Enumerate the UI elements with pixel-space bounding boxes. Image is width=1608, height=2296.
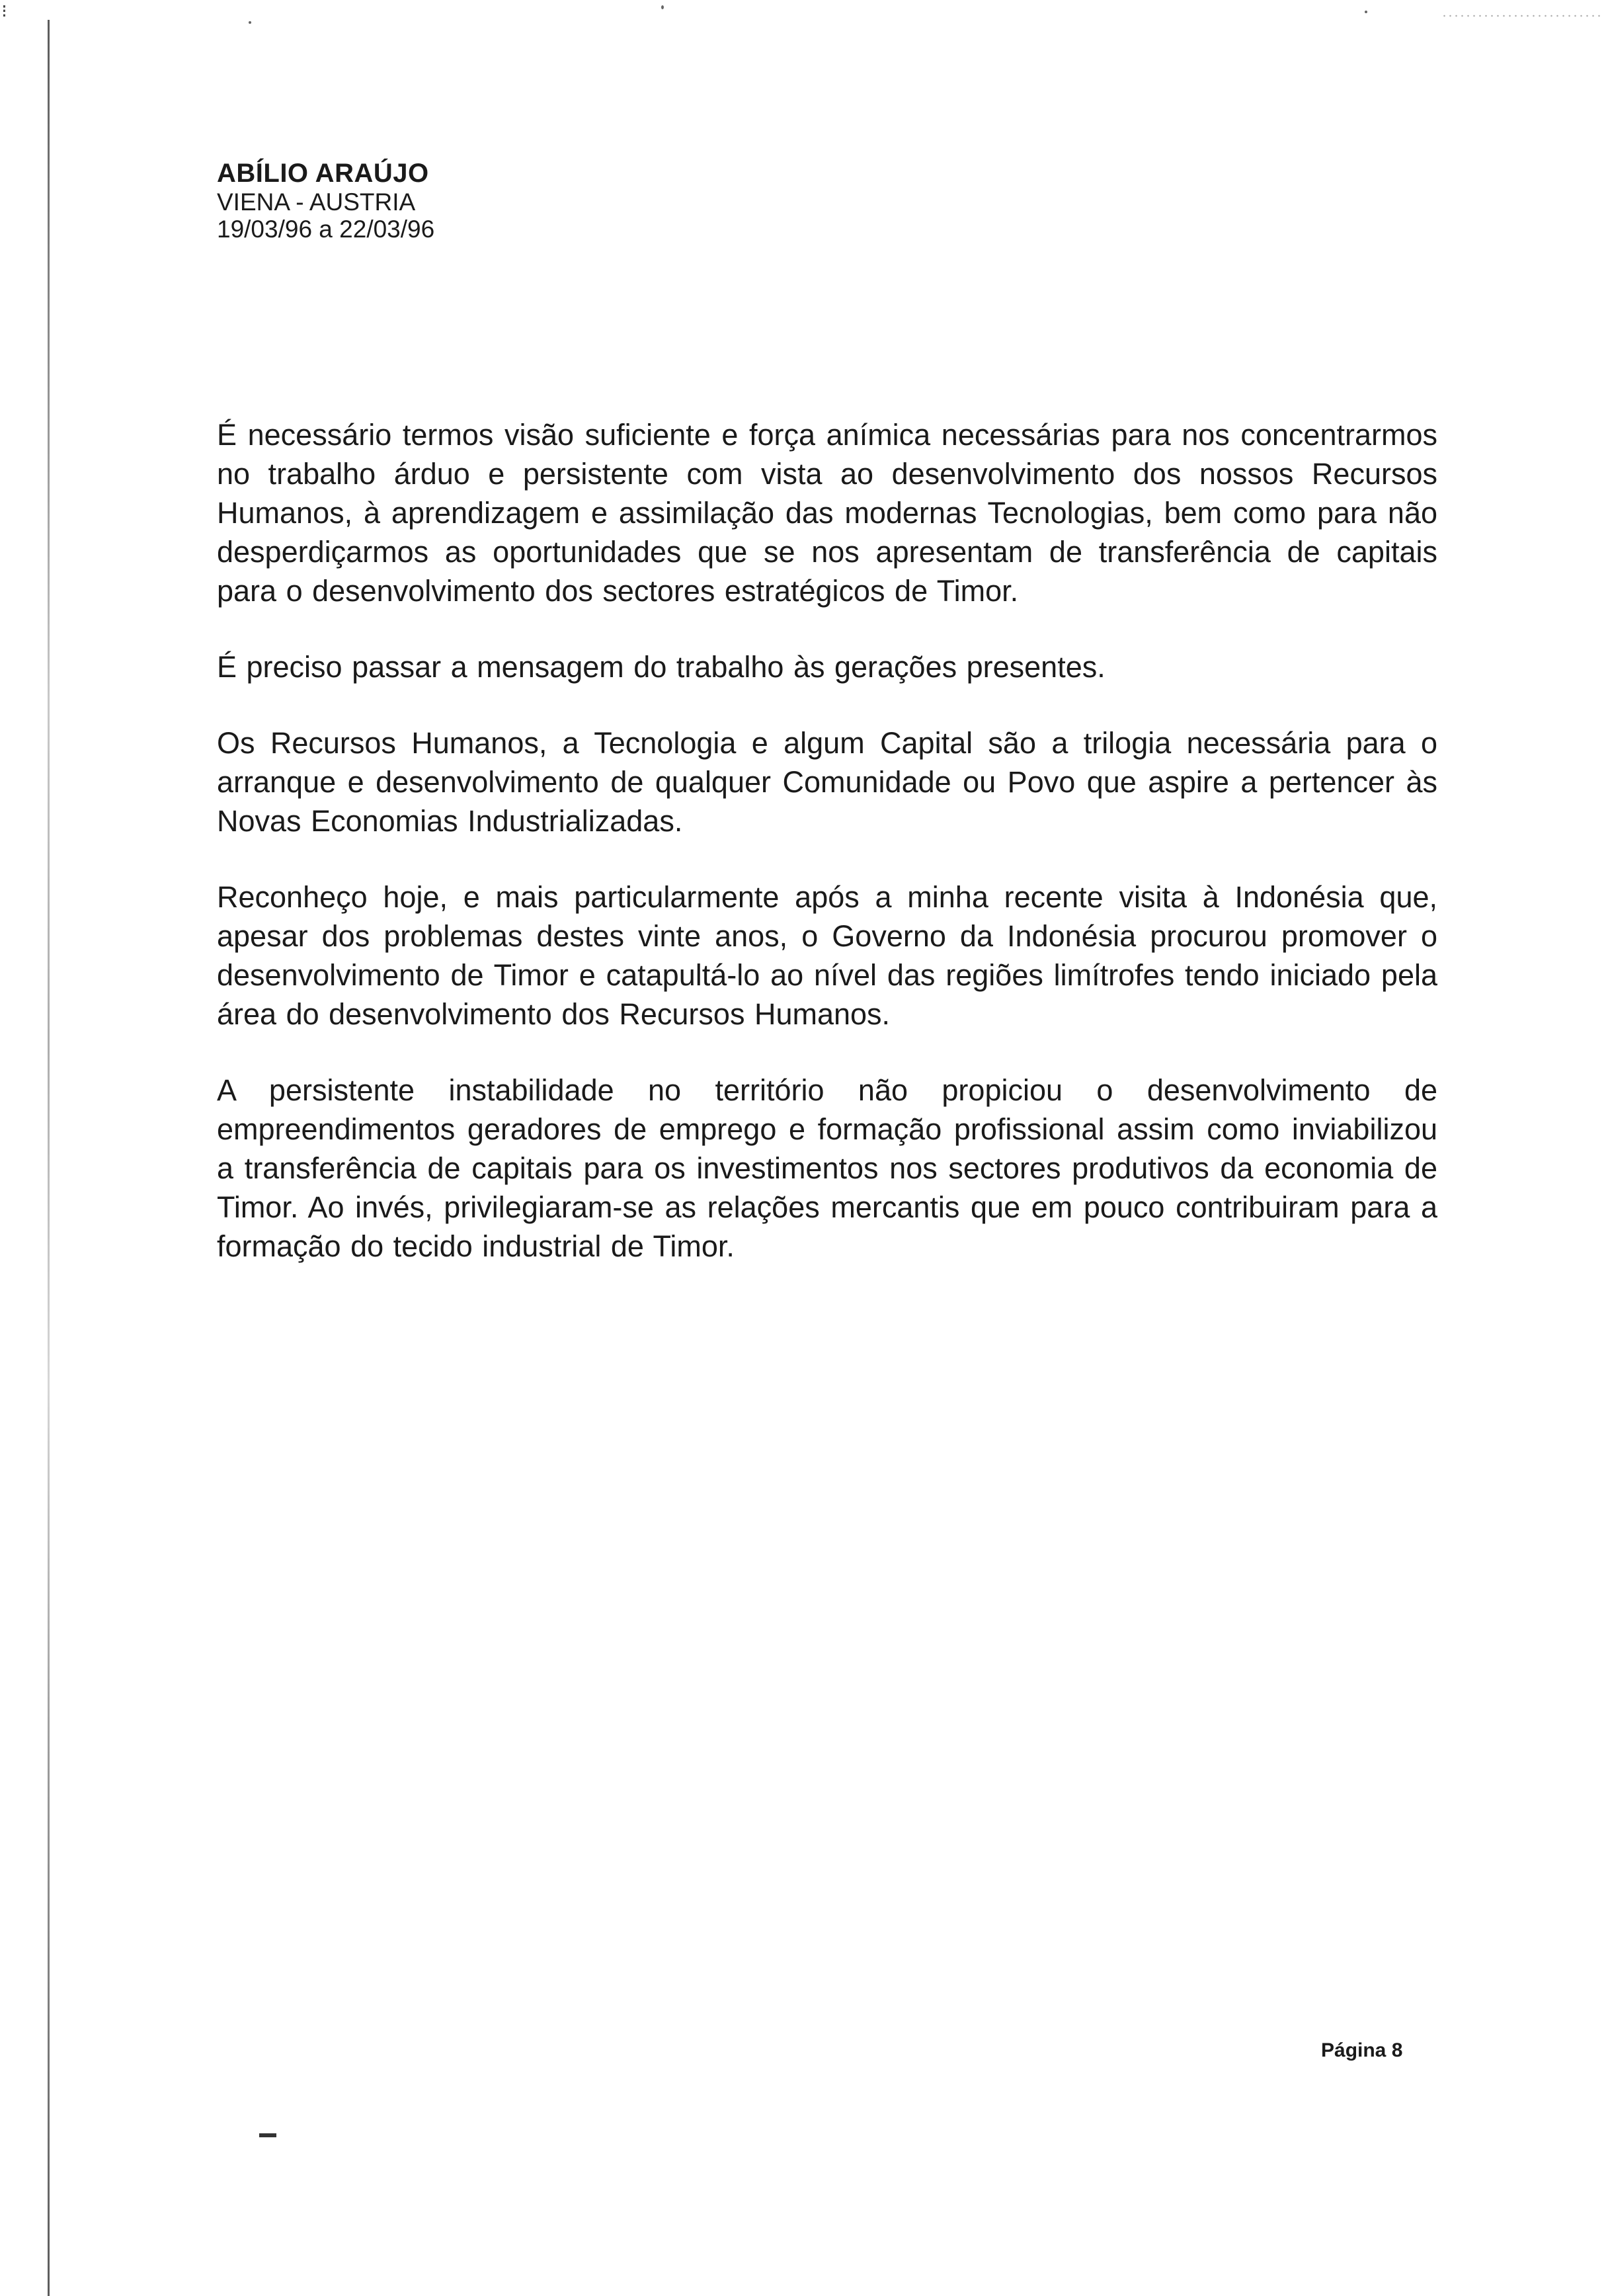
document-body bbox=[217, 415, 1437, 1303]
letter-header bbox=[217, 159, 434, 243]
stray-dash-mark bbox=[259, 2133, 276, 2137]
scan-speck bbox=[249, 21, 251, 24]
location: VIENA - AUSTRIA bbox=[217, 188, 416, 216]
paragraph: Os Recursos Humanos, a Tecnologia e algum Capital são a trilogia necessária para o arranque e desenvolvimento de qualquer Comunidade ou Povo que aspire a pertencer às Novas Economias Industrializadas. bbox=[217, 726, 1437, 838]
scan-noise-dots bbox=[1441, 15, 1600, 17]
paragraph: É necessário termos visão suficiente e força anímica necessárias para nos concentrarmos no trabalho árduo e persistente com vista ao desenvolvimento dos nossos Recursos Humanos, à aprendizagem e assimilação das modernas Tecnologias, bem como para não desperdiçarmos as oportunidades que se nos apresentam de transferência de capitais para o desenvolvimento dos sectores estratégicos de Timor. bbox=[217, 418, 1437, 608]
author-name: ABÍLIO ARAÚJO bbox=[217, 159, 429, 188]
paragraph: É preciso passar a mensagem do trabalho às gerações presentes. bbox=[217, 650, 1106, 684]
paragraph: A persistente instabilidade no território não propiciou o desenvolvimento de empreendimentos geradores de emprego e formação profissional assim como inviabilizou a transferência de capitais para os investimentos nos sectores produtivos da economia de Timor. Ao invés, privilegiaram-se as relações mercantis que em pouco contribuiram para a formação do tecido industrial de Timor. bbox=[217, 1073, 1437, 1263]
scan-corner-mark: ⁝ bbox=[1, 1, 7, 21]
paragraph: Reconheço hoje, e mais particularmente após a minha recente visita à Indonésia que, apesar dos problemas destes vinte anos, o Governo da Indonésia procurou promover o desenvolvimento de Timor e catapultá-lo ao nível das regiões limítrofes tendo iniciado pela área do desenvolvimento dos Recursos Humanos. bbox=[217, 880, 1437, 1031]
page-number: Página 8 bbox=[1321, 2039, 1403, 2061]
binding-edge-line bbox=[48, 20, 50, 2296]
date-range: 19/03/96 a 22/03/96 bbox=[217, 216, 435, 243]
scan-speck bbox=[1365, 11, 1367, 13]
scan-speck bbox=[661, 5, 664, 9]
